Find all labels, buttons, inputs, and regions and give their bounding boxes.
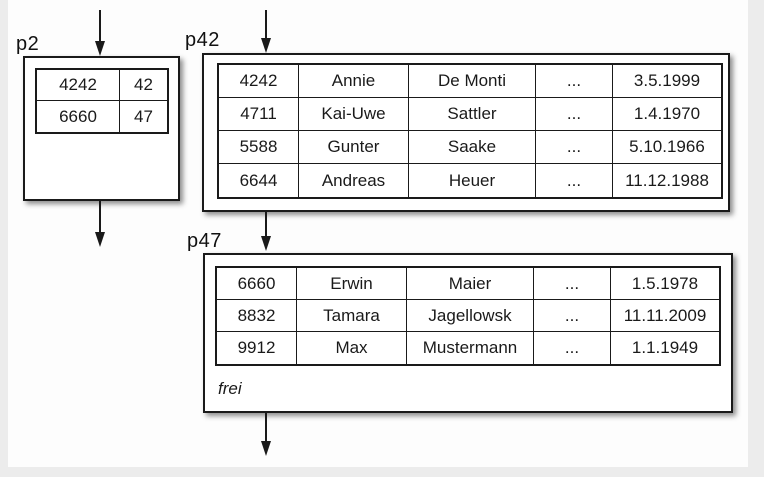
page-label-p42: p42 [185, 29, 220, 51]
record-table-p47 [215, 266, 721, 366]
table-cell: 1.1.1949 [631, 338, 699, 357]
table-cell: Maier [407, 268, 534, 300]
arrow-head [261, 38, 271, 53]
table-cell: Gunter [299, 131, 409, 164]
arrow-head [261, 236, 271, 251]
table-cell: 42 [120, 70, 167, 101]
table-cell: 8832 [217, 300, 297, 332]
table-cell: 5.10.1966 [613, 131, 721, 164]
table-cell: ... [534, 332, 611, 364]
table-cell: De Monti [409, 65, 536, 98]
table-cell: 11.12.1988 [625, 170, 709, 190]
arrow-into-p42-icon [259, 10, 273, 53]
table-cell: Saake [409, 131, 536, 164]
arrow-out-of-p2-icon [93, 201, 107, 247]
arrow-line [265, 10, 267, 41]
table-cell: ... [536, 164, 613, 197]
table-cell: Erwin [297, 268, 407, 300]
table-cell: ... [536, 131, 613, 164]
table-cell: ... [534, 300, 611, 332]
record-table-p42 [217, 63, 723, 199]
table-cell: 6660 [217, 268, 297, 300]
table-cell: 4711 [219, 98, 299, 131]
table-cell: 1.4.1970 [613, 98, 721, 131]
arrow-head [95, 232, 105, 247]
table-cell: Annie [299, 65, 409, 98]
arrow-line [99, 10, 101, 44]
table-cell: ... [536, 98, 613, 131]
arrow-line [265, 212, 267, 239]
table-cell: 1.5.1978 [611, 268, 719, 300]
table-cell: Kai-Uwe [299, 98, 409, 131]
arrow-out-of-p47-icon [259, 411, 273, 456]
index-table-p2 [35, 68, 169, 134]
arrow-p42-to-p47-icon [259, 212, 273, 251]
table-cell: 11.11.2009 [611, 300, 719, 332]
table-cell: Sattler [409, 98, 536, 131]
table-cell: ... [536, 65, 613, 98]
free-space-label: frei [218, 379, 242, 398]
arrow-line [265, 411, 267, 444]
table-cell: 47 [134, 106, 153, 126]
arrow-head [261, 441, 271, 456]
table-cell: 5588 [219, 131, 299, 164]
table-cell: Tamara [297, 300, 407, 332]
page-box-p47 [203, 253, 733, 413]
table-cell: 3.5.1999 [613, 65, 721, 98]
table-cell: ... [534, 268, 611, 300]
page-box-p2 [23, 56, 180, 201]
table-cell: Mustermann [407, 332, 534, 364]
arrow-into-p2-icon [93, 10, 107, 56]
table-cell: Andreas [299, 164, 409, 197]
table-cell: Jagellowsk [407, 300, 534, 332]
page-label-p2: p2 [16, 33, 40, 55]
table-cell: 4242 [219, 65, 299, 98]
arrow-line [99, 201, 101, 235]
page-box-p42 [202, 53, 730, 212]
page-label-p47: p47 [187, 230, 222, 252]
table-cell: 9912 [217, 332, 297, 364]
table-cell: 6660 [37, 101, 120, 132]
table-cell: 6644 [219, 164, 299, 197]
table-cell: Heuer [409, 164, 536, 197]
table-cell: 4242 [37, 70, 120, 101]
arrow-head [95, 41, 105, 56]
table-cell: Max [297, 332, 407, 364]
